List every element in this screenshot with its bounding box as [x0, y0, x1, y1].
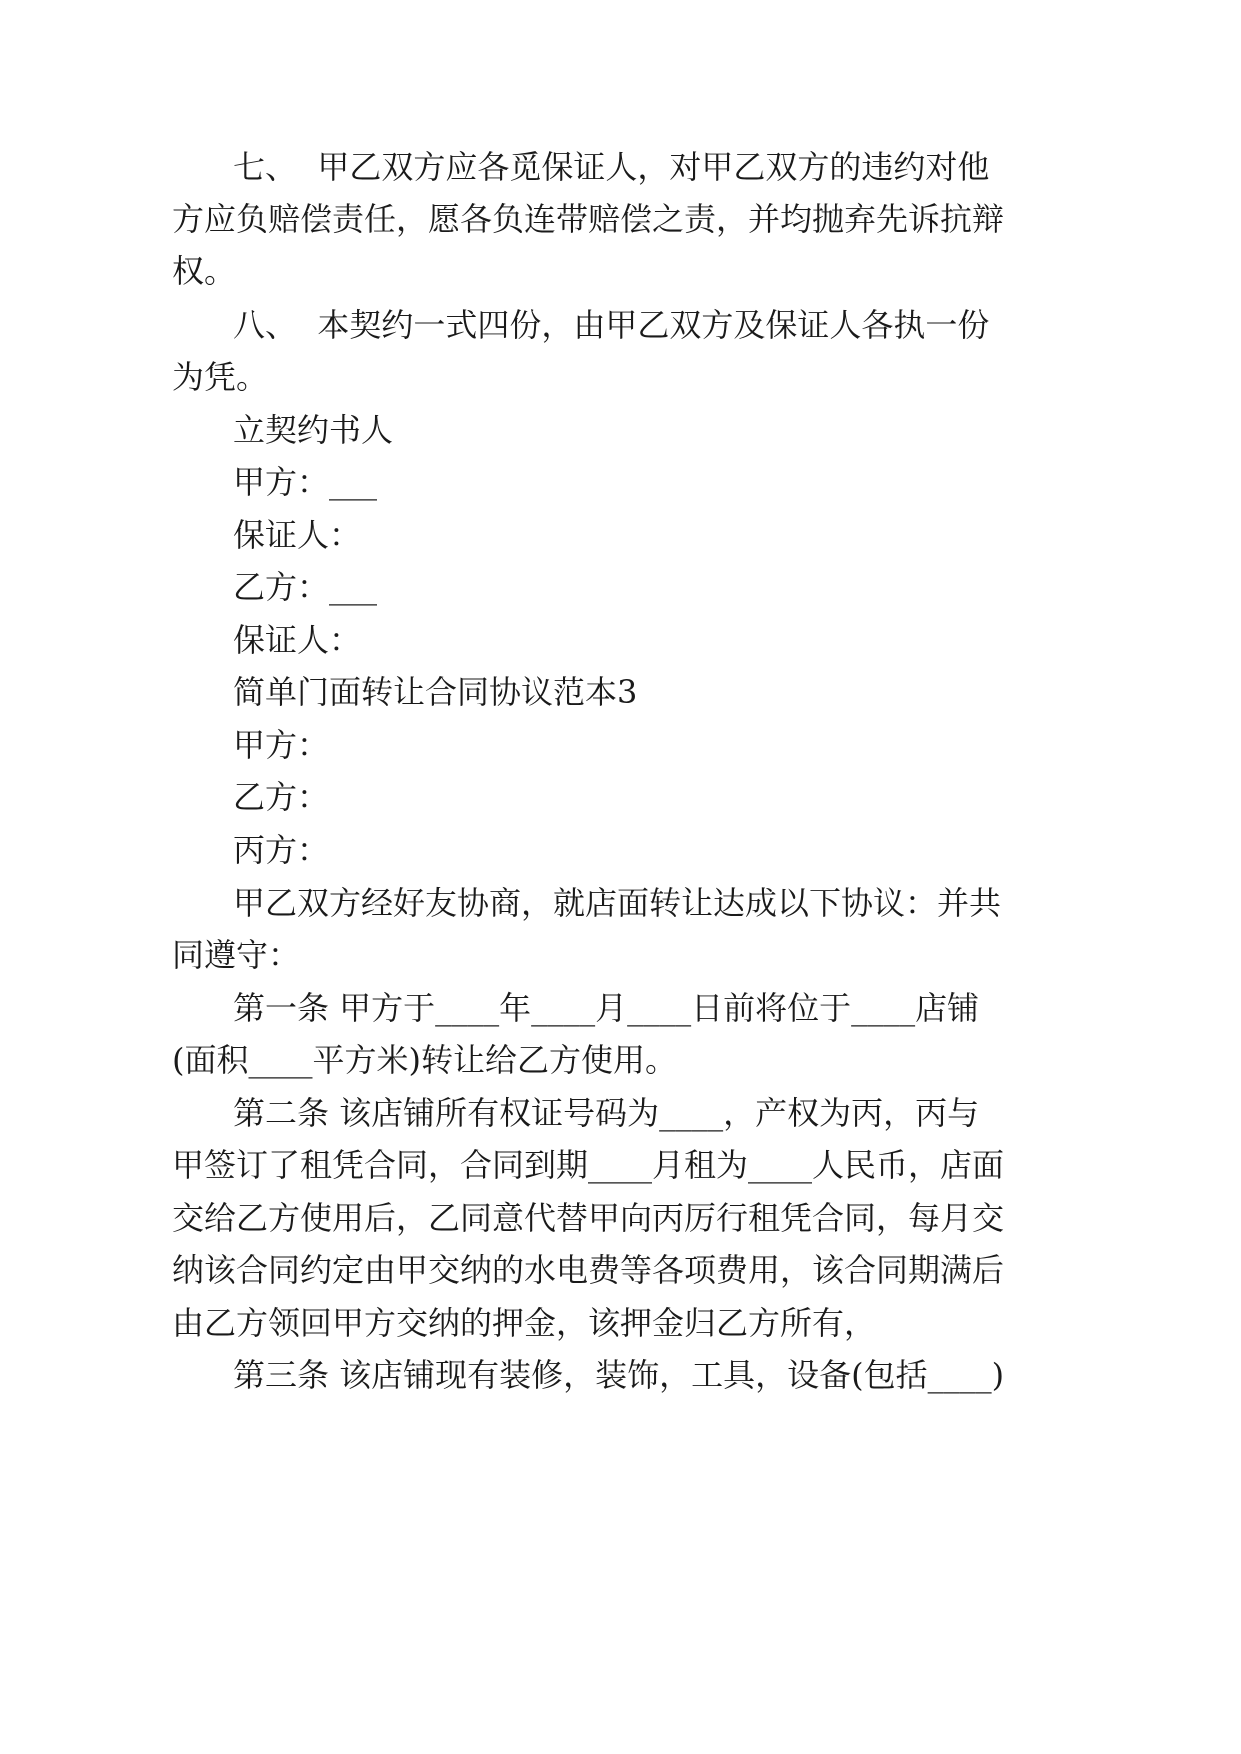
paragraph-8-line-1: 八、 本契约一式四份，由甲乙双方及保证人各执一份 — [233, 306, 990, 344]
signatory-heading: 立契约书人 — [233, 411, 394, 449]
article-2-line-1: 第二条 该店铺所有权证号码为____，产权为丙，丙与 — [233, 1094, 980, 1132]
paragraph-8-line-2: 为凭。 — [172, 358, 269, 396]
article-1-line-1: 第一条 甲方于____年____月____日前将位于____店铺 — [233, 989, 980, 1027]
paragraph-7-line-2: 方应负赔偿责任，愿各负连带赔偿之责，并均抛弃先诉抗辩 — [172, 200, 1005, 238]
article-2-line-5: 由乙方领回甲方交纳的押金，该押金归乙方所有， — [172, 1304, 877, 1342]
preamble-line-1: 甲乙双方经好友协商，就店面转让达成以下协议：并共 — [233, 884, 1002, 922]
party-a-signature-line: 甲方：___ — [233, 463, 378, 501]
article-2-line-4: 纳该合同约定由甲交纳的水电费等各项费用，该合同期满后 — [172, 1251, 1005, 1289]
template-3-title: 简单门面转让合同协议范本3 — [233, 673, 638, 711]
party-b-line: 乙方： — [233, 778, 330, 816]
article-2-line-3: 交给乙方使用后，乙同意代替甲向丙厉行租凭合同，每月交 — [172, 1199, 1005, 1237]
paragraph-7-line-3: 权。 — [172, 252, 237, 290]
paragraph-7-line-1 — [233, 147, 990, 187]
paragraph-7-line-1-text: 七、 甲乙双方应各觅保证人，对甲乙双方的违约对他 — [233, 148, 990, 186]
guarantor-b-line: 保证人： — [233, 621, 362, 659]
party-c-line: 丙方： — [233, 831, 330, 869]
party-a-line: 甲方： — [233, 726, 330, 764]
article-3-line-1: 第三条 该店铺现有装修，装饰，工具，设备(包括____) — [233, 1356, 1005, 1394]
party-b-signature-line: 乙方：___ — [233, 568, 378, 606]
article-1-line-2: (面积____平方米)转让给乙方使用。 — [172, 1041, 677, 1079]
article-2-line-2: 甲签订了租凭合同，合同到期____月租为____人民币，店面 — [172, 1146, 1005, 1184]
guarantor-a-line: 保证人： — [233, 516, 362, 554]
preamble-line-2: 同遵守： — [172, 936, 301, 974]
